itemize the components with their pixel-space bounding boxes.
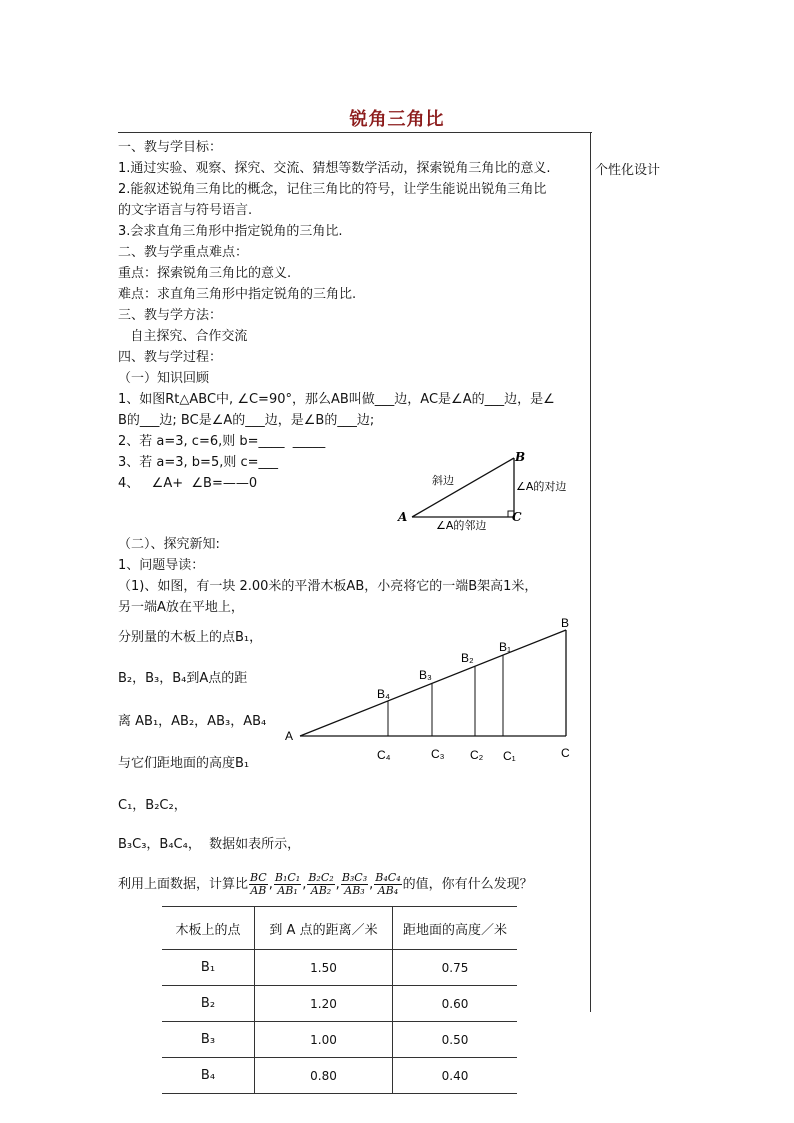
question-line: 离 AB₁，AB₂，AB₃，AB₄ bbox=[118, 714, 267, 729]
section-heading: 三、教与学方法： bbox=[118, 308, 223, 323]
question-line: 3、若 a=3, b=5,则 c=___ bbox=[118, 455, 279, 470]
table-cell-height: 0.75 bbox=[393, 950, 518, 986]
adjacent-side-label: ∠A的邻边 bbox=[436, 519, 487, 532]
table-cell-point: B₂ bbox=[162, 986, 255, 1022]
ratio-fraction bbox=[307, 872, 334, 897]
table-cell-distance: 1.50 bbox=[255, 950, 393, 986]
table-cell-point: B₁ bbox=[162, 950, 255, 986]
page-title: 锐角三角比 bbox=[349, 109, 445, 130]
question-line: 2、若 a=3, c=6,则 b=____ _____ bbox=[118, 434, 326, 449]
side-note: 个性化设计 bbox=[595, 163, 661, 178]
fraction-numerator: BC bbox=[250, 871, 267, 884]
table-header-cell: 木板上的点 bbox=[162, 907, 255, 950]
table-cell-height: 0.50 bbox=[393, 1022, 518, 1058]
ratio-fraction bbox=[249, 872, 268, 897]
ratio-question-prefix: 利用上面数据，计算比 bbox=[118, 877, 249, 892]
question-line: 1、问题导读： bbox=[118, 558, 205, 573]
point-label-b1: B₁ bbox=[499, 640, 512, 654]
point-label-c: C bbox=[561, 746, 570, 760]
fraction-denominator: AB₂ bbox=[310, 884, 332, 897]
fraction-numerator: B₃C₃ bbox=[341, 871, 368, 884]
right-triangle-figure bbox=[392, 448, 582, 534]
objective-line: 3.会求直角三角形中指定锐角的三角比. bbox=[118, 224, 343, 239]
table-cell-point: B₃ bbox=[162, 1022, 255, 1058]
data-table bbox=[162, 906, 517, 1094]
point-label-c4: C₄ bbox=[377, 748, 391, 762]
table-row bbox=[162, 1058, 517, 1094]
table-row bbox=[162, 950, 517, 986]
point-label-c3: C₃ bbox=[431, 747, 445, 761]
fraction-denominator: AB bbox=[250, 884, 267, 897]
subsection-heading: （一）知识回顾 bbox=[118, 371, 210, 386]
fraction-denominator: AB₃ bbox=[344, 884, 365, 897]
header-rule bbox=[118, 132, 592, 133]
objective-line: 的文字语言与符号语言. bbox=[118, 203, 253, 218]
margin-rule bbox=[590, 132, 591, 1012]
table-row bbox=[162, 986, 517, 1022]
fraction-denominator: AB₄ bbox=[377, 884, 399, 897]
point-label-b3: B₃ bbox=[419, 668, 432, 682]
question-line: 分别量的木板上的点B₁， bbox=[118, 630, 263, 645]
objective-line: 2.能叙述锐角三角比的概念，记住三角比的符号，让学生能说出锐角三角比 bbox=[118, 182, 547, 197]
section-heading: 一、教与学目标： bbox=[118, 140, 223, 155]
point-label-b2: B₂ bbox=[461, 651, 474, 665]
objective-line: 1.通过实验、观察、探究、交流、猜想等数学活动，探索锐角三角比的意义. bbox=[118, 161, 551, 176]
fraction-numerator: B₂C₂ bbox=[308, 871, 334, 884]
table-cell-height: 0.60 bbox=[393, 986, 518, 1022]
table-cell-point: B₄ bbox=[162, 1058, 255, 1094]
table-header-row bbox=[162, 907, 517, 950]
hypotenuse-label: 斜边 bbox=[432, 474, 454, 487]
point-label-b: B bbox=[561, 616, 570, 630]
fraction-numerator: B₁C₁ bbox=[274, 871, 301, 884]
point-label-b4: B₄ bbox=[377, 687, 390, 701]
point-label-a: A bbox=[285, 729, 294, 743]
table-cell-distance: 1.20 bbox=[255, 986, 393, 1022]
subsection-heading: （二）、探究新知: bbox=[118, 537, 220, 552]
section-heading: 二、教与学重点难点： bbox=[118, 245, 249, 260]
question-line: 与它们距地面的高度B₁ bbox=[118, 756, 250, 771]
table-header-cell: 距地面的高度／米 bbox=[393, 907, 518, 950]
board-figure bbox=[280, 612, 580, 772]
vertex-label-c: C bbox=[512, 510, 522, 524]
question-line: 1、如图Rt△ABC中, ∠C=90°，那么AB叫做___边，AC是∠A的___边，是∠ bbox=[118, 392, 555, 407]
ratio-question-suffix: 的值，你有什么发现？ bbox=[402, 877, 533, 892]
question-line: B₃C₃，B₄C₄， 数据如表所示， bbox=[118, 837, 301, 852]
question-line: C₁，B₂C₂， bbox=[118, 798, 187, 813]
question-line: B的___边; BC是∠A的___边，是∠B的___边; bbox=[118, 413, 375, 428]
key-point-line: 重点：探索锐角三角比的意义. bbox=[118, 266, 292, 281]
table-cell-height: 0.40 bbox=[393, 1058, 518, 1094]
question-line: 另一端A放在平地上， bbox=[118, 600, 244, 615]
fraction-numerator: B₄C₄ bbox=[375, 871, 401, 884]
question-line: B₂，B₃，B₄到A点的距 bbox=[118, 671, 248, 686]
table-cell-distance: 0.80 bbox=[255, 1058, 393, 1094]
opposite-side-label: ∠A的对边 bbox=[516, 480, 567, 493]
question-line: （1)、如图，有一块 2.00米的平滑木板AB，小亮将它的一端B架高1米， bbox=[118, 579, 538, 594]
ratio-fraction bbox=[274, 872, 301, 897]
table-cell-distance: 1.00 bbox=[255, 1022, 393, 1058]
ratio-fraction bbox=[341, 872, 368, 897]
table-header-cell: 到 A 点的距离／米 bbox=[255, 907, 393, 950]
fraction-denominator: AB₁ bbox=[277, 884, 298, 897]
table-row bbox=[162, 1022, 517, 1058]
method-line: 自主探究、合作交流 bbox=[118, 329, 248, 344]
vertex-label-a: A bbox=[398, 510, 408, 524]
point-label-c2: C₂ bbox=[470, 748, 484, 762]
vertex-label-b: B bbox=[515, 450, 526, 464]
ratio-question-line: 利用上面数据，计算比 $\frac{BC}{AB}$ , $\frac{\text{B₁C₁}}{\text{AB₁}}$ , $\frac{\text{B₂C₂}}{\text{AB₂}}$ , $\frac{\text{B₃C₃}}{\text{AB₃}}$ , $\frac{\text{B₄C₄}}{\text{AB₄}}$ 的值，你有什么发现？ bbox=[118, 871, 533, 897]
question-line: 4、 ∠A+ ∠B=——0 bbox=[118, 476, 258, 491]
point-label-c1: C₁ bbox=[503, 749, 516, 763]
section-heading: 四、教与学过程： bbox=[118, 350, 223, 365]
ratio-fraction bbox=[374, 872, 401, 897]
difficulty-line: 难点：求直角三角形中指定锐角的三角比. bbox=[118, 287, 357, 302]
